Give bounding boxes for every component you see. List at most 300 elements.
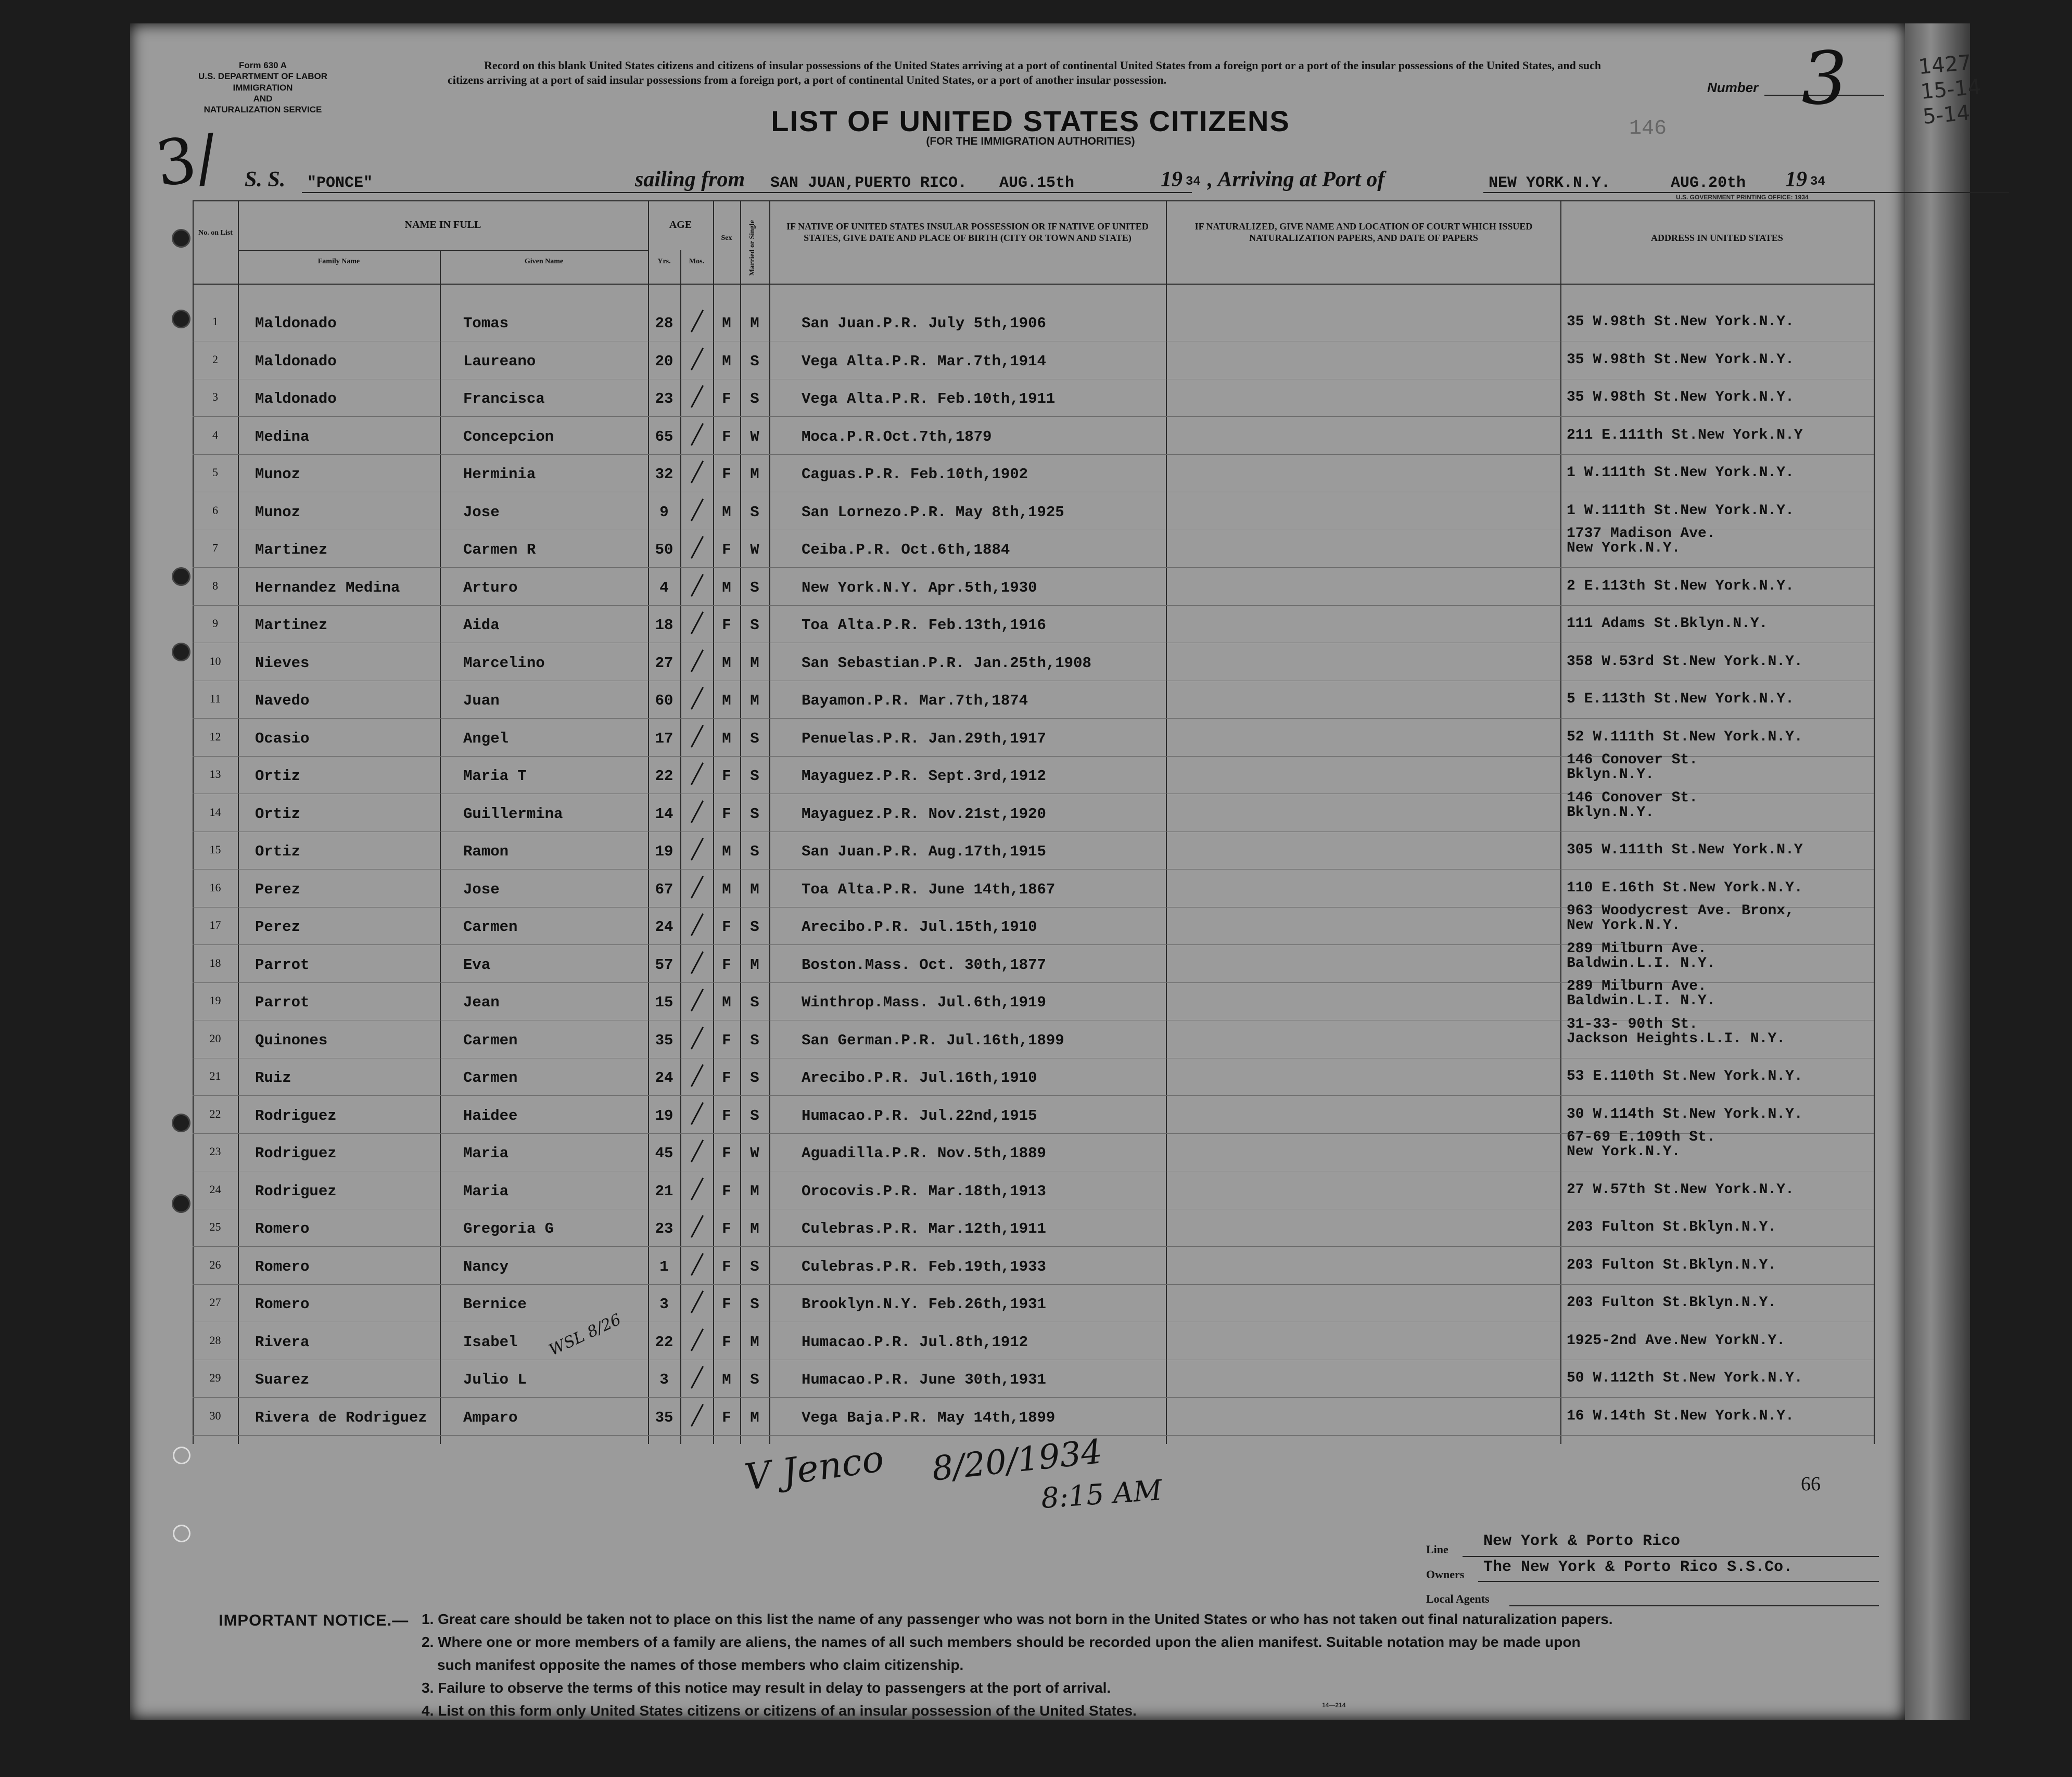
cell-age: 35 — [655, 1031, 673, 1049]
cell-age: 23 — [655, 1220, 673, 1237]
header-given-name: Given Name — [524, 258, 564, 265]
cell-birth: Toa Alta.P.R. June 14th,1867 — [802, 880, 1056, 898]
check-tick — [691, 1253, 704, 1276]
cell-addr: 305 W.111th St.New York.N.Y — [1567, 842, 1803, 858]
cell-ms: S — [750, 352, 759, 370]
cell-sex: F — [722, 918, 731, 936]
cell-given: Jose — [463, 503, 500, 521]
form-service-line1: IMMIGRATION — [233, 82, 293, 93]
cell-family: Quinones — [255, 1031, 328, 1049]
cell-addr: 2 E.113th St.New York.N.Y. — [1567, 578, 1794, 594]
col-line — [1560, 200, 1561, 1444]
cell-given: Maria — [463, 1145, 509, 1162]
cell-birth: Arecibo.P.R. Jul.15th,1910 — [802, 918, 1037, 936]
cell-ms: S — [750, 1371, 759, 1388]
check-tick — [691, 1215, 704, 1238]
check-tick — [691, 1102, 704, 1125]
cell-birth: Humacao.P.R. June 30th,1931 — [802, 1371, 1046, 1388]
cell-age: 20 — [655, 352, 673, 370]
cell-age: 27 — [655, 654, 673, 672]
owners-underline — [1478, 1581, 1879, 1582]
cell-addr: 111 Adams St.Bklyn.N.Y. — [1567, 616, 1768, 632]
cell-given: Arturo — [463, 579, 518, 596]
check-tick — [691, 687, 704, 710]
cell-ms: M — [750, 1409, 759, 1426]
cell-family: Romero — [255, 1296, 310, 1313]
cell-birth: Humacao.P.R. Jul.8th,1912 — [802, 1333, 1028, 1351]
cell-ms: S — [750, 503, 759, 521]
cell-ms: S — [750, 994, 759, 1011]
handwritten-side-mark: 3/ — [151, 121, 222, 201]
line-label: Line — [1426, 1543, 1448, 1556]
cell-sex: F — [722, 1296, 731, 1313]
cell-given: Herminia — [463, 466, 536, 483]
cell-sex: F — [722, 1258, 731, 1275]
cell-family: Hernandez Medina — [255, 579, 400, 596]
cell-family: Rodriguez — [255, 1145, 337, 1162]
check-tick — [691, 1328, 704, 1351]
cell-age: 23 — [655, 390, 673, 407]
cell-age: 19 — [655, 843, 673, 860]
check-tick — [691, 536, 704, 559]
cell-addr: 16 W.14th St.New York.N.Y. — [1567, 1408, 1794, 1424]
cell-family: Munoz — [255, 503, 301, 521]
cell-family: Munoz — [255, 466, 301, 483]
cell-birth: San German.P.R. Jul.16th,1899 — [802, 1031, 1064, 1049]
cell-sex: F — [722, 1220, 731, 1237]
punch-ring — [173, 1525, 190, 1542]
cell-sex: M — [722, 692, 731, 709]
cell-no: 22 — [209, 1107, 221, 1120]
cell-given: Isabel — [463, 1333, 518, 1351]
cell-sex: F — [722, 428, 731, 445]
arriving-label: , Arriving at Port of — [1207, 168, 1385, 191]
cell-birth: Arecibo.P.R. Jul.16th,1910 — [802, 1069, 1037, 1086]
cell-addr: 146 Conover St. Bklyn.N.Y. — [1567, 789, 1698, 821]
cell-family: Perez — [255, 918, 301, 936]
cell-ms: M — [750, 1333, 759, 1351]
form-intro-text: Record on this blank United States citizens and citizens of insular possessions of the United States arriving at a port of continental United States from a foreign port or a port of the insular possessions of the United States, and such citizens arriving at a port of said insular possessions from a foreign port, a port of continental United States, or a port of another insular possession. — [448, 59, 1601, 87]
cell-no: 30 — [209, 1409, 221, 1422]
cell-no: 1 — [212, 315, 218, 328]
cell-family: Ocasio — [255, 730, 310, 747]
cell-sex: F — [722, 1182, 731, 1200]
cell-age: 14 — [655, 805, 673, 823]
cell-age: 65 — [655, 428, 673, 445]
cell-family: Ruiz — [255, 1069, 291, 1086]
check-tick — [691, 989, 704, 1012]
cell-sex: F — [722, 1031, 731, 1049]
line-value: New York & Porto Rico — [1483, 1532, 1681, 1550]
check-tick — [691, 1064, 704, 1087]
cell-given: Angel — [463, 730, 509, 747]
sail-date: AUG.15th — [999, 174, 1075, 192]
cell-given: Jean — [463, 994, 500, 1011]
cell-no: 2 — [212, 352, 218, 366]
cell-age: 21 — [655, 1182, 673, 1200]
sail-year-prefix: 19 — [1161, 168, 1183, 191]
cell-no: 8 — [212, 579, 218, 592]
check-tick — [691, 1027, 704, 1050]
cell-given: Francisca — [463, 390, 545, 407]
sheet-code: 66 — [1801, 1473, 1821, 1495]
cell-birth: Winthrop.Mass. Jul.6th,1919 — [802, 994, 1046, 1011]
cell-ms: S — [750, 1107, 759, 1124]
cell-family: Romero — [255, 1258, 310, 1275]
cell-addr: 1925-2nd Ave.New YorkN.Y. — [1567, 1332, 1786, 1349]
cell-age: 9 — [659, 503, 669, 521]
check-tick — [691, 876, 704, 899]
cell-birth: Boston.Mass. Oct. 30th,1877 — [802, 956, 1046, 974]
page-title: LIST OF UNITED STATES CITIZENS — [771, 105, 1290, 137]
sailing-label: sailing from — [635, 168, 745, 191]
cell-age: 57 — [655, 956, 673, 974]
check-tick — [691, 1404, 704, 1427]
cell-sex: M — [722, 1371, 731, 1388]
arrive-year-prefix: 19 — [1785, 168, 1807, 191]
col-line — [440, 250, 441, 1444]
sailing-from: SAN JUAN,PUERTO RICO. — [770, 174, 968, 192]
header-years: Yrs. — [657, 258, 671, 265]
cell-family: Romero — [255, 1220, 310, 1237]
list-number: 3 — [1793, 36, 1855, 121]
cell-sex: F — [722, 541, 731, 558]
cell-sex: F — [722, 617, 731, 634]
header-top-line — [193, 200, 1874, 201]
agents-label: Local Agents — [1426, 1592, 1490, 1605]
cell-birth: Vega Baja.P.R. May 14th,1899 — [802, 1409, 1056, 1426]
cell-sex: F — [722, 1409, 731, 1426]
form-identifier — [180, 60, 346, 115]
cell-addr: 203 Fulton St.Bklyn.N.Y. — [1567, 1257, 1777, 1273]
cell-no: 17 — [209, 918, 221, 931]
cell-family: Ortiz — [255, 805, 301, 823]
cell-addr: 67-69 E.109th St. New York.N.Y. — [1567, 1129, 1715, 1160]
sail-year: 34 — [1186, 175, 1201, 189]
check-tick — [691, 310, 704, 333]
col-line — [1874, 200, 1875, 1444]
cell-birth: New York.N.Y. Apr.5th,1930 — [802, 579, 1037, 596]
row-divider — [193, 1435, 1874, 1436]
cell-family: Nieves — [255, 654, 310, 672]
notice-item-4: 4. List on this form only United States citizens or citizens of an insular possession of the United States. — [422, 1703, 1137, 1719]
check-tick — [691, 423, 704, 446]
cell-ms: W — [750, 1145, 759, 1162]
punch-ring — [173, 1447, 190, 1464]
cell-sex: F — [722, 1333, 731, 1351]
cell-sex: F — [722, 805, 731, 823]
cell-ms: S — [750, 390, 759, 407]
cell-age: 24 — [655, 918, 673, 936]
cell-sex: M — [722, 503, 731, 521]
cell-birth: Moca.P.R.Oct.7th,1879 — [802, 428, 992, 445]
cell-age: 35 — [655, 1409, 673, 1426]
cell-given: Maria — [463, 1182, 509, 1200]
cell-addr: 963 Woodycrest Ave. Bronx, New York.N.Y. — [1567, 903, 1794, 934]
cell-age: 32 — [655, 466, 673, 483]
cell-no: 24 — [209, 1182, 221, 1196]
cell-family: Rodriguez — [255, 1182, 337, 1200]
voyage-line — [245, 164, 1863, 195]
cell-ms: S — [750, 579, 759, 596]
cell-given: Haidee — [463, 1107, 518, 1124]
cell-given: Jose — [463, 880, 500, 898]
cell-sex: M — [722, 880, 731, 898]
cell-no: 11 — [209, 692, 221, 705]
cell-ms: S — [750, 1258, 759, 1275]
check-tick — [691, 951, 704, 974]
cell-birth: Orocovis.P.R. Mar.18th,1913 — [802, 1182, 1046, 1200]
cell-given: Marcelino — [463, 654, 545, 672]
cell-birth: Ceiba.P.R. Oct.6th,1884 — [802, 541, 1010, 558]
cell-no: 4 — [212, 428, 218, 441]
header-address: ADDRESS IN UNITED STATES — [1651, 233, 1783, 243]
cell-no: 13 — [209, 768, 221, 781]
from-underline — [765, 192, 1192, 193]
cell-ms: M — [750, 654, 759, 672]
col-line — [193, 200, 194, 1444]
header-birth: IF NATIVE OF UNITED STATES INSULAR POSSESSION OR IF NATIVE OF UNITED STATES, GIVE DATE AND PLACE OF BIRTH (CITY OR TOWN AND STATE) — [786, 221, 1149, 243]
inspection-date: 8/20/1934 — [930, 1433, 1104, 1489]
page-subtitle: (FOR THE IMMIGRATION AUTHORITIES) — [926, 135, 1135, 147]
cell-addr: 289 Milburn Ave. Baldwin.L.I. N.Y. — [1567, 940, 1715, 971]
cell-no: 28 — [209, 1333, 221, 1347]
check-tick — [691, 385, 704, 408]
cell-sex: M — [722, 654, 731, 672]
cell-given: Nancy — [463, 1258, 509, 1275]
cell-family: Perez — [255, 880, 301, 898]
cell-age: 15 — [655, 994, 673, 1011]
cell-no: 19 — [209, 994, 221, 1007]
cell-birth: San Juan.P.R. Aug.17th,1915 — [802, 843, 1046, 860]
header-months: Mos. — [689, 258, 705, 265]
cell-age: 67 — [655, 880, 673, 898]
cell-age: 1 — [659, 1258, 669, 1275]
cell-ms: S — [750, 1031, 759, 1049]
cell-addr: 30 W.114th St.New York.N.Y. — [1567, 1106, 1803, 1122]
cell-age: 18 — [655, 617, 673, 634]
inspection-time: 8:15 AM — [1040, 1473, 1163, 1515]
edge-notes — [1917, 49, 1984, 130]
cell-ms: M — [750, 880, 759, 898]
cell-given: Carmen R — [463, 541, 536, 558]
cell-ms: S — [750, 730, 759, 747]
header-sex: Sex — [721, 234, 732, 242]
check-tick — [691, 1290, 704, 1313]
cell-addr: 27 W.57th St.New York.N.Y. — [1567, 1181, 1794, 1198]
cell-family: Martinez — [255, 617, 328, 634]
ship-name: "PONCE" — [307, 174, 373, 192]
cell-family: Rivera de Rodriguez — [255, 1409, 427, 1426]
check-tick — [691, 611, 704, 634]
header-bottom-line — [193, 284, 1874, 285]
cell-sex: M — [722, 730, 731, 747]
cell-addr: 50 W.112th St.New York.N.Y. — [1567, 1370, 1803, 1386]
header-age: AGE — [669, 219, 692, 231]
cell-family: Medina — [255, 428, 310, 445]
punch-hole — [172, 643, 190, 661]
cell-age: 60 — [655, 692, 673, 709]
row-divider — [193, 718, 1874, 719]
row-divider — [193, 1284, 1874, 1285]
cell-family: Martinez — [255, 541, 328, 558]
agents-underline — [1509, 1605, 1879, 1606]
page-stamp: 146 — [1629, 117, 1667, 140]
check-tick — [691, 348, 704, 370]
cell-given: Laureano — [463, 352, 536, 370]
cell-no: 26 — [209, 1258, 221, 1271]
cell-no: 18 — [209, 956, 221, 969]
header-married-single: Married or Single — [748, 220, 756, 276]
cell-family: Ortiz — [255, 768, 301, 785]
notice-item-2: 2. Where one or more members of a family are aliens, the names of all such members should be recorded upon the alien manifest. Suitable notation may be made upon — [422, 1634, 1581, 1650]
punch-hole — [172, 229, 190, 248]
cell-age: 19 — [655, 1107, 673, 1124]
row-divider — [193, 605, 1874, 606]
cell-ms: S — [750, 918, 759, 936]
punch-hole — [172, 1194, 190, 1213]
cell-addr: 35 W.98th St.New York.N.Y. — [1567, 351, 1794, 368]
cell-no: 9 — [212, 617, 218, 630]
arrive-year: 34 — [1810, 175, 1825, 189]
cell-addr: 146 Conover St. Bklyn.N.Y. — [1567, 752, 1698, 783]
cell-ms: M — [750, 692, 759, 709]
cell-no: 20 — [209, 1031, 221, 1045]
cell-birth: Aguadilla.P.R. Nov.5th,1889 — [802, 1145, 1046, 1162]
cell-birth: Brooklyn.N.Y. Feb.26th,1931 — [802, 1296, 1046, 1313]
cell-no: 6 — [212, 503, 218, 517]
cell-no: 23 — [209, 1145, 221, 1158]
form-service-line3: NATURALIZATION SERVICE — [204, 105, 322, 114]
header-name-in-full: NAME IN FULL — [404, 219, 481, 231]
check-tick — [691, 574, 704, 597]
cell-birth: Humacao.P.R. Jul.22nd,1915 — [802, 1107, 1037, 1124]
check-tick — [691, 913, 704, 936]
cell-given: Carmen — [463, 918, 518, 936]
check-tick — [691, 498, 704, 521]
cell-birth: Toa Alta.P.R. Feb.13th,1916 — [802, 617, 1046, 634]
row-divider — [193, 454, 1874, 455]
cell-no: 12 — [209, 730, 221, 743]
cell-given: Maria T — [463, 768, 527, 785]
cell-no: 29 — [209, 1371, 221, 1384]
cell-birth: Caguas.P.R. Feb.10th,1902 — [802, 466, 1028, 483]
cell-family: Maldonado — [255, 390, 337, 407]
print-office: U.S. GOVERNMENT PRINTING OFFICE: 1934 — [1676, 194, 1809, 201]
cell-no: 7 — [212, 541, 218, 554]
form-service-line2: AND — [253, 93, 273, 104]
punch-hole — [172, 310, 190, 328]
row-divider — [193, 1397, 1874, 1398]
number-label: Number — [1707, 80, 1759, 95]
cell-given: Carmen — [463, 1031, 518, 1049]
cell-given: Juan — [463, 692, 500, 709]
check-tick — [691, 461, 704, 483]
cell-family: Navedo — [255, 692, 310, 709]
edge-note: 5-14 — [1922, 101, 1971, 129]
cell-ms: M — [750, 956, 759, 974]
cell-age: 24 — [655, 1069, 673, 1086]
cell-age: 22 — [655, 1333, 673, 1351]
check-tick — [691, 1366, 704, 1389]
cell-no: 27 — [209, 1296, 221, 1309]
cell-addr: 52 W.111th St.New York.N.Y. — [1567, 728, 1803, 745]
form-department: U.S. DEPARTMENT OF LABOR — [198, 71, 328, 82]
cell-given: Tomas — [463, 315, 509, 332]
cell-family: Suarez — [255, 1371, 310, 1388]
cell-given: Amparo — [463, 1409, 518, 1426]
page-edge-stack — [1905, 23, 1970, 1720]
cell-ms: M — [750, 315, 759, 332]
cell-addr: 1 W.111th St.New York.N.Y. — [1567, 502, 1794, 519]
cell-addr: 31-33- 90th St. Jackson Heights.L.I. N.Y. — [1567, 1016, 1786, 1047]
cell-given: Aida — [463, 617, 500, 634]
notice-item-3: 3. Failure to observe the terms of this notice may result in delay to passengers at the port of arrival. — [422, 1680, 1111, 1696]
cell-birth: San Lornezo.P.R. May 8th,1925 — [802, 503, 1064, 521]
cell-birth: Culebras.P.R. Mar.12th,1911 — [802, 1220, 1046, 1237]
edge-note: 1427 — [1917, 50, 1973, 80]
cell-family: Rodriguez — [255, 1107, 337, 1124]
notice-heading: IMPORTANT NOTICE.— — [219, 1611, 409, 1629]
cell-given: Carmen — [463, 1069, 518, 1086]
cell-given: Bernice — [463, 1296, 527, 1313]
cell-no: 3 — [212, 390, 218, 403]
cell-addr: 5 E.113th St.New York.N.Y. — [1567, 691, 1794, 707]
cell-family: Maldonado — [255, 352, 337, 370]
cell-sex: F — [722, 1145, 731, 1162]
cell-ms: S — [750, 1296, 759, 1313]
cell-ms: W — [750, 428, 759, 445]
cell-birth: San Juan.P.R. July 5th,1906 — [802, 315, 1046, 332]
header-no: No. on List — [198, 229, 233, 237]
check-tick — [691, 649, 704, 672]
cell-ms: S — [750, 768, 759, 785]
col-line — [1166, 200, 1167, 1444]
cell-addr: 358 W.53rd St.New York.N.Y. — [1567, 653, 1803, 670]
cell-age: 4 — [659, 579, 669, 596]
cell-ms: S — [750, 617, 759, 634]
cell-family: Ortiz — [255, 843, 301, 860]
cell-given: Ramon — [463, 843, 509, 860]
check-tick — [691, 725, 704, 748]
owners-value: The New York & Porto Rico S.S.Co. — [1483, 1558, 1793, 1576]
cell-addr: 203 Fulton St.Bklyn.N.Y. — [1567, 1219, 1777, 1235]
cell-addr: 1 W.111th St.New York.N.Y. — [1567, 465, 1794, 481]
header-family-name: Family Name — [317, 258, 360, 265]
cell-age: 45 — [655, 1145, 673, 1162]
port-underline — [1483, 192, 2009, 193]
cell-sex: F — [722, 1107, 731, 1124]
line-underline — [1463, 1556, 1879, 1557]
cell-ms: W — [750, 541, 759, 558]
arrival-port: NEW YORK.N.Y. — [1489, 174, 1611, 192]
col-line — [238, 200, 239, 1444]
cell-family: Maldonado — [255, 315, 337, 332]
cell-addr: 35 W.98th St.New York.N.Y. — [1567, 389, 1794, 405]
cell-given: Eva — [463, 956, 491, 974]
cell-ms: S — [750, 843, 759, 860]
check-tick — [691, 1178, 704, 1200]
cell-sex: F — [722, 1069, 731, 1086]
cell-addr: 211 E.111th St.New York.N.Y — [1567, 427, 1803, 443]
cell-birth: Culebras.P.R. Feb.19th,1933 — [802, 1258, 1046, 1275]
cell-age: 17 — [655, 730, 673, 747]
cell-sex: F — [722, 956, 731, 974]
cell-no: 10 — [209, 654, 221, 668]
cell-family: Rivera — [255, 1333, 310, 1351]
cell-age: 50 — [655, 541, 673, 558]
row-divider — [193, 869, 1874, 870]
